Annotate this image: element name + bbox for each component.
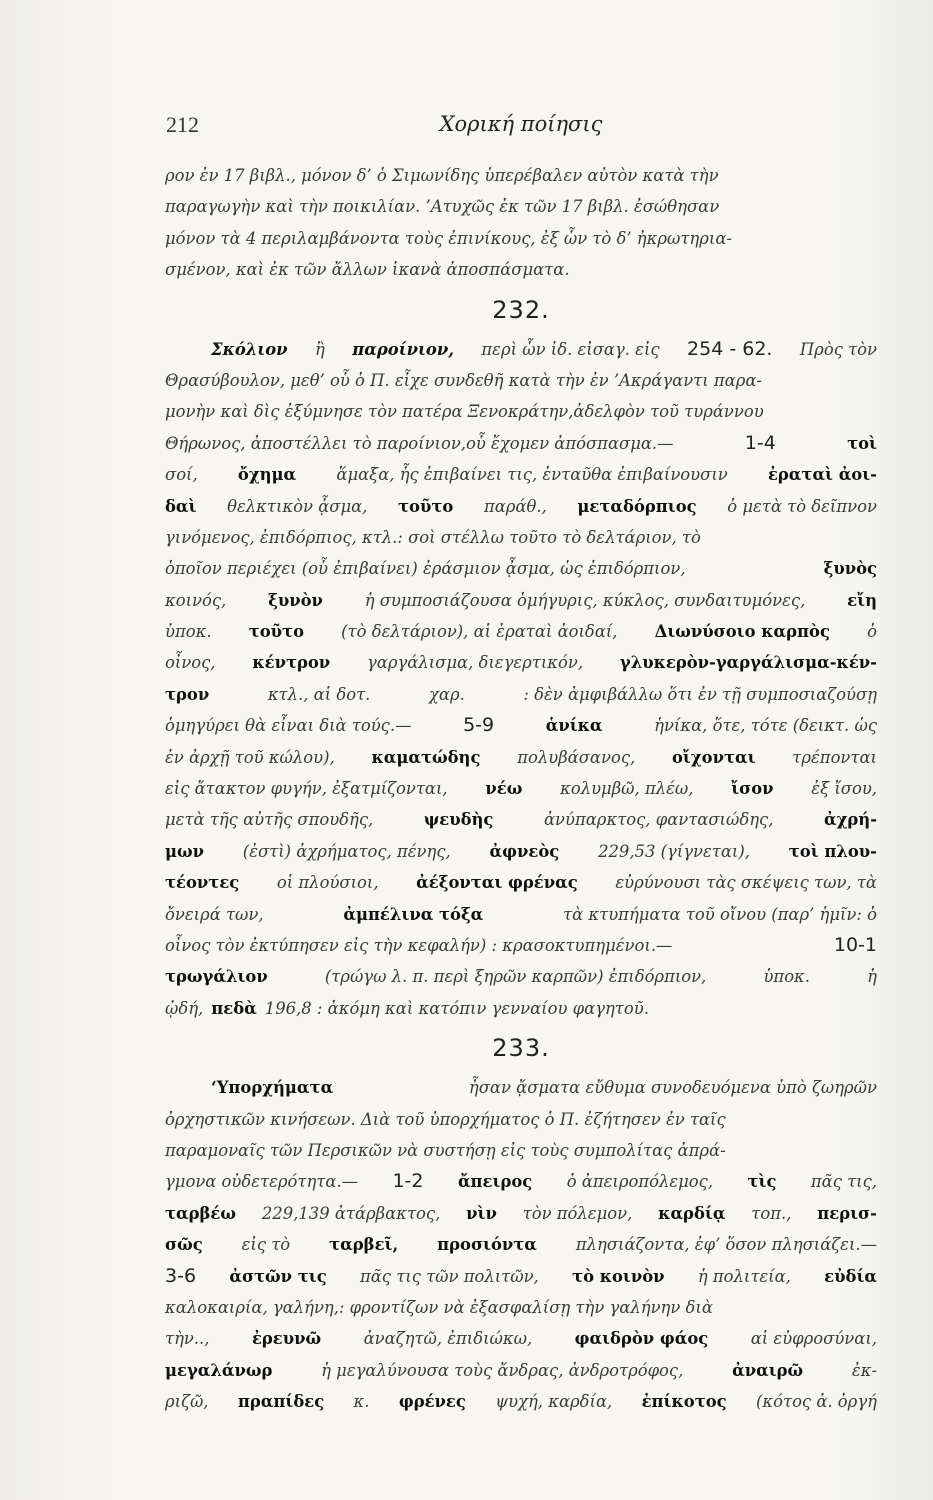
text-line: ἐν ἀρχῇ τοῦ κώλου), καματώδης πολυβάσανος, οἴχονται τρέπονται bbox=[165, 747, 877, 767]
text-line: ὁμηγύρει θὰ εἶναι διὰ τούς.— 5-9 ἁνίκα ἡνίκα, ὅτε, τότε (δεικτ. ὡς bbox=[165, 714, 877, 737]
text-line: παραγωγὴν καὶ τὴν ποικιλίαν. ’Ατυχῶς ἐκ τῶν 17 βιβλ. ἐσώθησαν bbox=[165, 197, 720, 217]
text-line: οἶνος τὸν ἐκτύπησεν εἰς τὴν κεφαλήν) : κρασοκτυπημένοι.— 10-1 bbox=[165, 933, 877, 956]
text-line: τὴν.., ἐρευνῶ ἀναζητῶ, ἐπιδιώκω, φαιδρὸν φάος αἱ εὐφροσύναι, bbox=[165, 1329, 877, 1349]
text-line: γμονα οὐδετερότητα.— 1-2 ἄπειρος ὁ ἀπειροπόλεμος, τὶς πᾶς τις, bbox=[165, 1170, 877, 1193]
page-number: 212 bbox=[166, 112, 199, 137]
text-line: 3-6 ἀστῶν τις πᾶς τις τῶν πολιτῶν, τὸ κοινὸν ἡ πολιτεία, εὐδία bbox=[165, 1264, 877, 1287]
text-line: Θρασύβουλον, μεθ’ οὗ ὁ Π. εἶχε συνδεθῆ κατὰ τὴν ἐν ’Ακράγαντι παρα- bbox=[165, 370, 762, 390]
text-line: ὀρχηστικῶν κινήσεων. Διὰ τοῦ ὑπορχήματος ὁ Π. ἐζήτησεν ἐν ταῖς bbox=[165, 1109, 726, 1129]
text-line: ταρβέω 229,139 ἀτάρβακτος, νὶν τὸν πόλεμον, καρδίᾳ τοπ., περισ- bbox=[165, 1203, 877, 1223]
text-body bbox=[165, 160, 877, 1417]
text-line: μετὰ τῆς αὐτῆς σπουδῆς, ψευδὴς ἀνύπαρκτος, φαντασιώδης, ἀχρή- bbox=[165, 810, 877, 830]
text-line: μόνον τὰ 4 περιλαμβάνοντα τοὺς ἐπινίκους, ἐξ ὧν τὸ δ’ ἠκρωτηρια- bbox=[165, 228, 732, 248]
text-line: γινόμενος, ἐπιδόρπιος, κτλ.: σοὶ στέλλω τοῦτο τὸ δελτάριον, τὸ bbox=[165, 527, 701, 547]
text-line: ρον ἐν 17 βιβλ., μόνον δ’ ὁ Σιμωνίδης ὑπερέβαλεν αὐτὸν κατὰ τὴν bbox=[165, 166, 719, 185]
text-line: ‘Υπορχήματα ἦσαν ᾄσματα εὔθυμα συνοδευόμενα ὑπὸ ζωηρῶν bbox=[211, 1078, 877, 1098]
text-line: οἶνος, κέντρον γαργάλισμα, διεγερτικόν, γλυκερὸν-γαργάλισμα-κέν- bbox=[165, 653, 877, 673]
text-line: Σκόλιον ἢ παροίνιον, περὶ ὧν ἰδ. εἰσαγ. εἰς 254 - 62. Πρὸς τὸν bbox=[211, 337, 877, 360]
text-line: σῶς εἰς τὸ ταρβεῖ, προσιόντα πλησιάζοντα, ἐφ’ ὅσον πλησιάζει.— bbox=[165, 1235, 877, 1255]
text-line: μεγαλάνωρ ἡ μεγαλύνουσα τοὺς ἄνδρας, ἀνδροτρόφος, ἀναιρῶ ἐκ- bbox=[165, 1360, 877, 1380]
text-line: μων (ἐστὶ) ἀχρήματος, πένης, ἀφνεὸς 229,53 (γίγνεται), τοὶ πλου- bbox=[165, 841, 877, 861]
text-line: τρον κτλ., αἱ δοτ. χαρ. : δὲν ἀμφιβάλλω ὅτι ἐν τῇ συμποσιαζούσῃ bbox=[165, 684, 877, 704]
text-line: δαὶ θελκτικὸν ᾆσμα, τοῦτο παράθ., μεταδόρπιος ὁ μετὰ τὸ δεῖπνον bbox=[165, 496, 877, 516]
text-line: Θήρωνος, ἀποστέλλει τὸ παροίνιον,οὗ ἔχομεν ἀπόσπασμα.— 1-4 τοὶ bbox=[165, 431, 877, 454]
text-line: σοί, ὄχημα ἅμαξα, ἧς ἐπιβαίνει τις, ἐνταῦθα ἐπιβαίνουσιν ἐραταὶ ἀοι- bbox=[165, 465, 877, 485]
text-line: καλοκαιρία, γαλήνη,: φροντίζων νὰ ἐξασφαλίσῃ τὴν γαλήνην διὰ bbox=[165, 1297, 713, 1317]
text-line: ὁποῖον περιέχει (οὗ ἐπιβαίνει) ἐράσμιον ᾆσμα, ὡς ἐπιδόρπιον, ξυνὸς bbox=[165, 559, 877, 579]
text-line: εἰς ἄτακτον φυγήν, ἐξατμίζονται, νέω κολυμβῶ, πλέω, ἴσον ἐξ ἴσου, bbox=[165, 779, 877, 799]
page-header bbox=[166, 112, 876, 152]
text-line: ᾠδή, πεδὰ 196,8 : ἀκόμη καὶ κατόπιν γενναίου φαγητοῦ. bbox=[165, 998, 649, 1018]
section-number-233: 233. bbox=[492, 1034, 550, 1063]
text-line: σμένον, καὶ ἐκ τῶν ἄλλων ἱκανὰ ἀποσπάσματα. bbox=[165, 260, 570, 280]
text-line: τέοντες οἱ πλούσιοι, ἀέξονται φρένας εὐρύνουσι τὰς σκέψεις των, τὰ bbox=[165, 873, 877, 893]
text-line: κοινός, ξυνὸν ἡ συμποσιάζουσα ὁμήγυρις, κύκλος, συνδαιτυμόνες, εἴη bbox=[165, 590, 877, 610]
text-line: τρωγάλιον (τρώγω λ. π. περὶ ξηρῶν καρπῶν) ἐπιδόρπιον, ὑποκ. ἡ bbox=[165, 967, 877, 987]
text-line: ὑποκ. τοῦτο (τὸ δελτάριον), αἱ ἐραταὶ ἀοιδαί, Διωνύσοιο καρπὸς ὁ bbox=[165, 622, 877, 642]
text-line: ριζῶ, πραπίδες κ. φρένες ψυχή, καρδία, ἐπίκοτος (κότος ἁ. ὀργή bbox=[165, 1392, 877, 1412]
text-line: παραμοναῖς τῶν Περσικῶν νὰ συστήσῃ εἰς τοὺς συμπολίτας ἀπρά- bbox=[165, 1140, 726, 1160]
text-line: μονὴν καὶ δὶς ἐξύμνησε τὸν πατέρα Ξενοκράτην,ἀδελφὸν τοῦ τυράννου bbox=[165, 402, 764, 422]
text-line: ὄνειρά των, ἀμπέλινα τόξα τὰ κτυπήματα τοῦ οἴνου (παρ’ ἡμῖν: ὁ bbox=[165, 904, 877, 924]
running-title: Χορική ποίησις bbox=[439, 112, 603, 136]
section-number-232: 232. bbox=[492, 295, 550, 324]
